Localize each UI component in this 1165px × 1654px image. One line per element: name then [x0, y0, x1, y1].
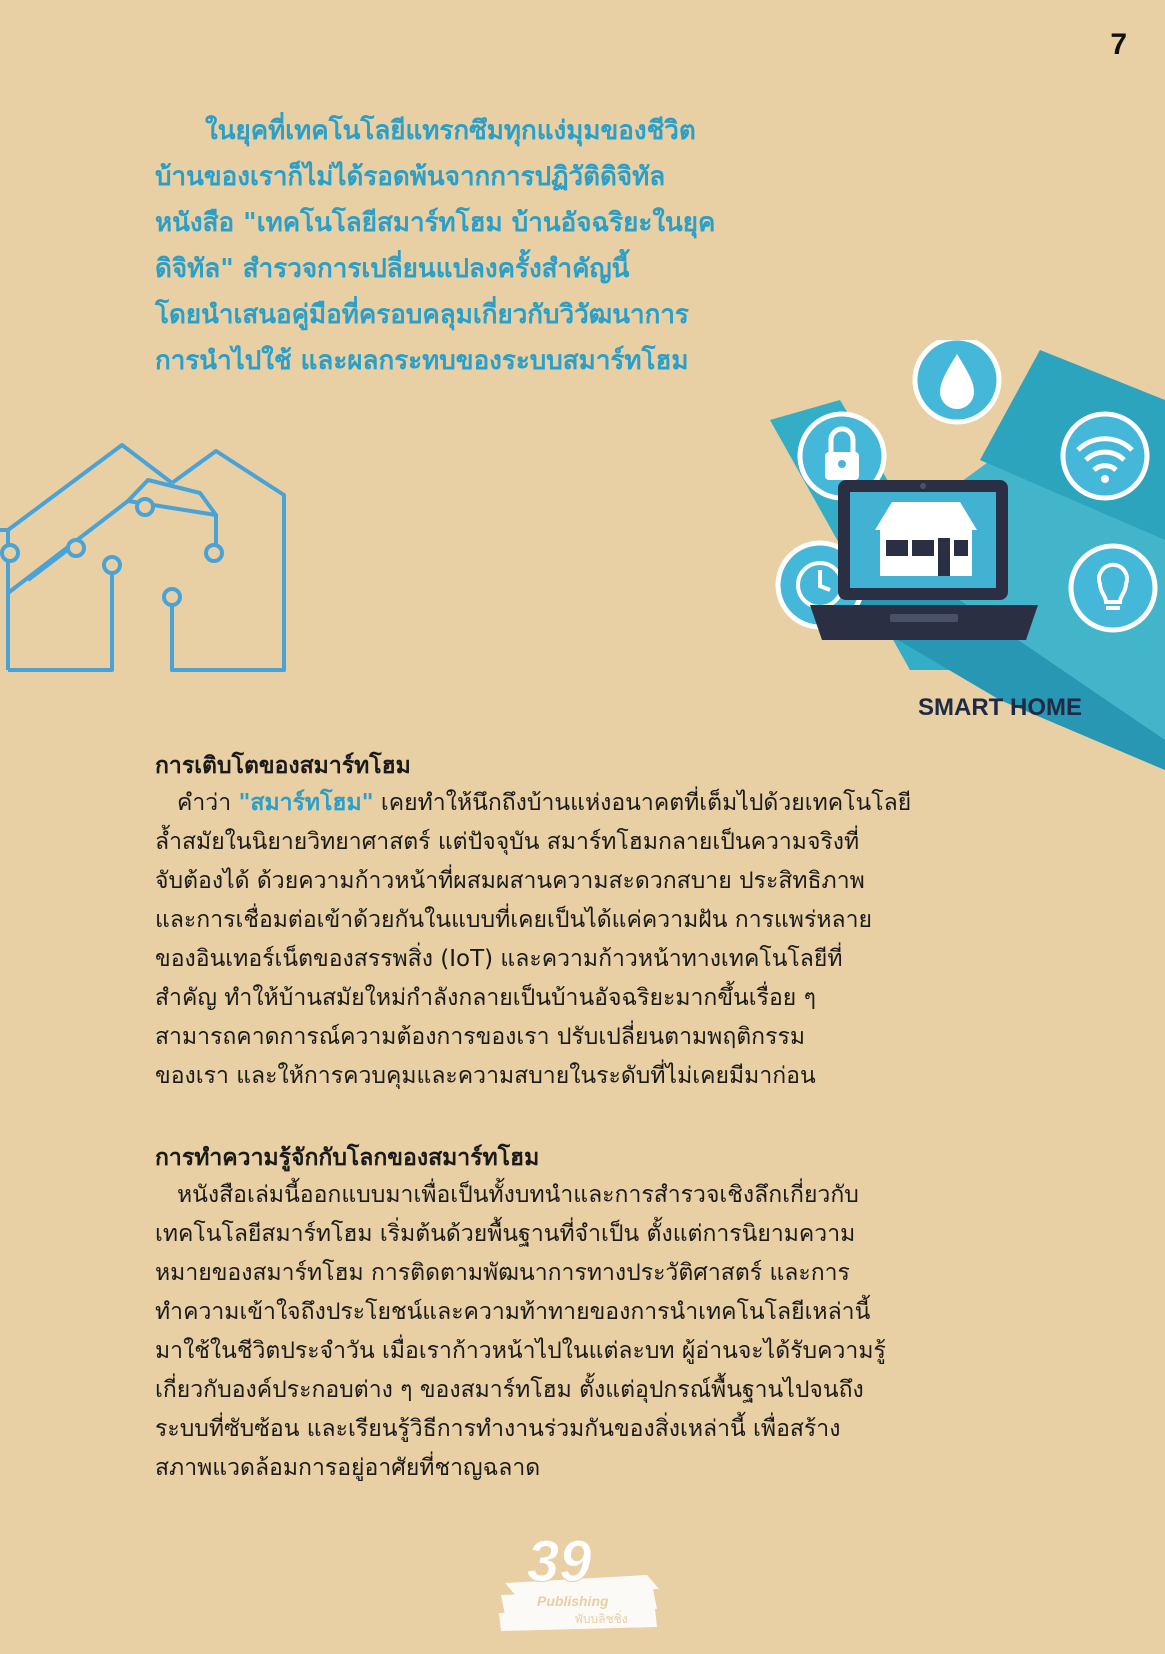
paragraph-line: ล้ำสมัยในนิยายวิทยาศาสตร์ แต่ปัจจุบัน สมาร์ทโฮมกลายเป็นความจริงที่: [155, 829, 860, 855]
smart-home-illustration: [770, 340, 1165, 770]
water-drop-icon: [915, 340, 999, 422]
logo-number: 39: [527, 1529, 592, 1594]
lead-text: คำว่า: [177, 790, 239, 816]
smart-home-label: SMART HOME: [918, 694, 1082, 721]
intro-line: โดยนำเสนอคู่มือที่ครอบคลุมเกี่ยวกับวิวัฒนาการ: [155, 300, 689, 330]
highlight-term: "สมาร์ทโฮม": [238, 790, 374, 816]
page-number: 7: [1110, 28, 1127, 61]
lightbulb-icon: [1071, 546, 1155, 630]
lead-text: เคยทำให้นึกถึงบ้านแห่งอนาคตที่เต็มไปด้วยเทคโนโลยี: [373, 790, 912, 816]
section-heading: การเติบโตของสมาร์ทโฮม: [155, 753, 411, 779]
paragraph-line: และการเชื่อมต่อเข้าด้วยกันในแบบที่เคยเป็นได้แค่ความฝัน การแพร่หลาย: [155, 907, 872, 933]
paragraph-line: สภาพแวดล้อมการอยู่อาศัยที่ชาญฉลาด: [155, 1455, 541, 1481]
section-introduction: [155, 1140, 1055, 1488]
logo-text-en: Publishing: [537, 1593, 609, 1609]
intro-line: ดิจิทัล" สำรวจการเปลี่ยนแปลงครั้งสำคัญนี้: [155, 254, 630, 284]
section-heading: การทำความรู้จักกับโลกของสมาร์ทโฮม: [155, 1145, 540, 1171]
paragraph-line: [155, 784, 1055, 823]
intro-paragraph: [155, 108, 845, 384]
paragraph-line: ทำความเข้าใจถึงประโยชน์และความท้าทายของการนำเทคโนโลยีเหล่านี้: [155, 1299, 871, 1325]
paragraph-line: หนังสือเล่มนี้ออกแบบมาเพื่อเป็นทั้งบทนำและการสำรวจเชิงลึกเกี่ยวกับ: [177, 1182, 859, 1208]
paragraph-line: ระบบที่ซับซ้อน และเรียนรู้วิธีการทำงานร่วมกันของสิ่งเหล่านี้ เพื่อสร้าง: [155, 1416, 841, 1442]
paragraph-line: มาใช้ในชีวิตประจำวัน เมื่อเราก้าวหน้าไปในแต่ละบท ผู้อ่านจะได้รับความรู้: [155, 1338, 886, 1364]
paragraph-line: สำคัญ ทำให้บ้านสมัยใหม่กำลังกลายเป็นบ้านอัจฉริยะมากขึ้นเรื่อย ๆ: [155, 985, 816, 1011]
paragraph-line: จับต้องได้ ด้วยความก้าวหน้าที่ผสมผสานความสะดวกสบาย ประสิทธิภาพ: [155, 868, 865, 894]
paragraph-line: หมายของสมาร์ทโฮม การติดตามพัฒนาการทางประวัติศาสตร์ และการ: [155, 1260, 850, 1286]
intro-line: ในยุคที่เทคโนโลยีแทรกซึมทุกแง่มุมของชีวิต: [205, 116, 696, 146]
wifi-icon: [1063, 414, 1147, 498]
paragraph-line: เทคโนโลยีสมาร์ทโฮม เริ่มต้นด้วยพื้นฐานที่จำเป็น ตั้งแต่การนิยามความ: [155, 1221, 856, 1247]
logo-text-th: พับบลิชชิ่ง: [575, 1612, 628, 1626]
publisher-logo: [497, 1523, 667, 1633]
circuit-house-icon: [0, 435, 290, 675]
paragraph-line: ของเรา และให้การควบคุมและความสบายในระดับที่ไม่เคยมีมาก่อน: [155, 1063, 816, 1089]
section-growth: [155, 748, 1055, 1096]
paragraph-line: ของอินเทอร์เน็ตของสรรพสิ่ง (IoT) และความก้าวหน้าทางเทคโนโลยีที่: [155, 946, 843, 972]
intro-line: หนังสือ "เทคโนโลยีสมาร์ทโฮม บ้านอัจฉริยะในยุค: [155, 208, 716, 238]
intro-line: บ้านของเราก็ไม่ได้รอดพ้นจากการปฏิวัติดิจิทัล: [155, 162, 666, 192]
laptop-house-icon: [810, 480, 1038, 640]
intro-line: การนำไปใช้ และผลกระทบของระบบสมาร์ทโฮม: [155, 346, 689, 376]
paragraph-line: สามารถคาดการณ์ความต้องการของเรา ปรับเปลี่ยนตามพฤติกรรม: [155, 1024, 805, 1050]
paragraph-line: เกี่ยวกับองค์ประกอบต่าง ๆ ของสมาร์ทโฮม ตั้งแต่อุปกรณ์พื้นฐานไปจนถึง: [155, 1377, 864, 1403]
